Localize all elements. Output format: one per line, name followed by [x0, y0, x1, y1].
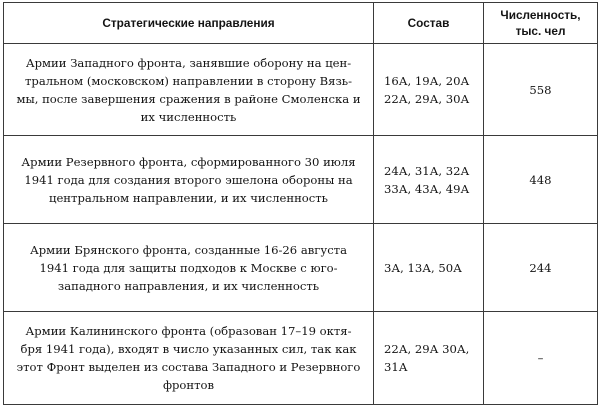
- direction-line: бря 1941 года), входят в число указанных сил, так как: [20, 342, 357, 356]
- composition-line: 33А, 43А, 49А: [384, 181, 470, 196]
- direction-line: этот Фронт выделен из состава Западного и Резервного: [16, 360, 361, 374]
- composition-line: 22А, 29А 30А,: [384, 342, 470, 356]
- direction-line: Армии Калининского фронта (образован 17–19 октя-: [25, 324, 352, 338]
- table-row: [4, 136, 598, 224]
- direction-line: фронтов: [162, 378, 215, 392]
- strength-cell: –: [484, 312, 598, 405]
- composition-line: 3А, 13А, 50А: [384, 260, 462, 275]
- composition-line: 24А, 31А, 32А: [384, 163, 470, 178]
- strength-cell: 448: [484, 136, 598, 224]
- header-row: [4, 3, 598, 44]
- table-row: [4, 44, 598, 136]
- direction-line: Армии Резервного фронта, сформированного 30 июля: [21, 154, 356, 169]
- table-row: [4, 312, 598, 405]
- direction-line: 1941 года для создания второго эшелона обороны на: [24, 172, 353, 187]
- header-strength: [484, 3, 598, 44]
- strength-cell: 244: [484, 224, 598, 312]
- direction-line: западного направления, и их численность: [57, 278, 320, 293]
- header-strength-line1: Численность,: [500, 8, 581, 22]
- composition-cell: [374, 312, 484, 405]
- composition-line: 31А: [384, 360, 408, 374]
- direction-line: их численность: [140, 109, 237, 124]
- composition-line: 16А, 19А, 20А: [384, 73, 470, 88]
- composition-line: 22А, 29А, 30А: [384, 91, 470, 106]
- table-row: [4, 224, 598, 312]
- direction-line: центральном направлении, и их численность: [48, 190, 328, 205]
- header-strength-line2: тыс. чел: [515, 24, 566, 38]
- direction-line: Армии Брянского фронта, созданные 16-26 августа: [29, 242, 348, 257]
- direction-line: Армии Западного фронта, занявшие оборону на цен-: [25, 55, 352, 70]
- direction-cell: [4, 224, 374, 312]
- direction-line: мы, после завершения сражения в районе Смоленска и: [16, 91, 361, 106]
- header-direction: Стратегические направления: [4, 3, 374, 44]
- composition-cell: [374, 136, 484, 224]
- header-composition: Состав: [374, 3, 484, 44]
- fronts-table: [3, 2, 598, 405]
- direction-line: 1941 года для защиты подходов к Москве с юго-: [39, 260, 338, 275]
- direction-cell: [4, 136, 374, 224]
- direction-cell: [4, 44, 374, 136]
- strength-cell: 558: [484, 44, 598, 136]
- composition-cell: [374, 224, 484, 312]
- direction-cell: [4, 312, 374, 405]
- composition-cell: [374, 44, 484, 136]
- direction-line: тральном (московском) направлении в сторону Вязь-: [25, 73, 352, 88]
